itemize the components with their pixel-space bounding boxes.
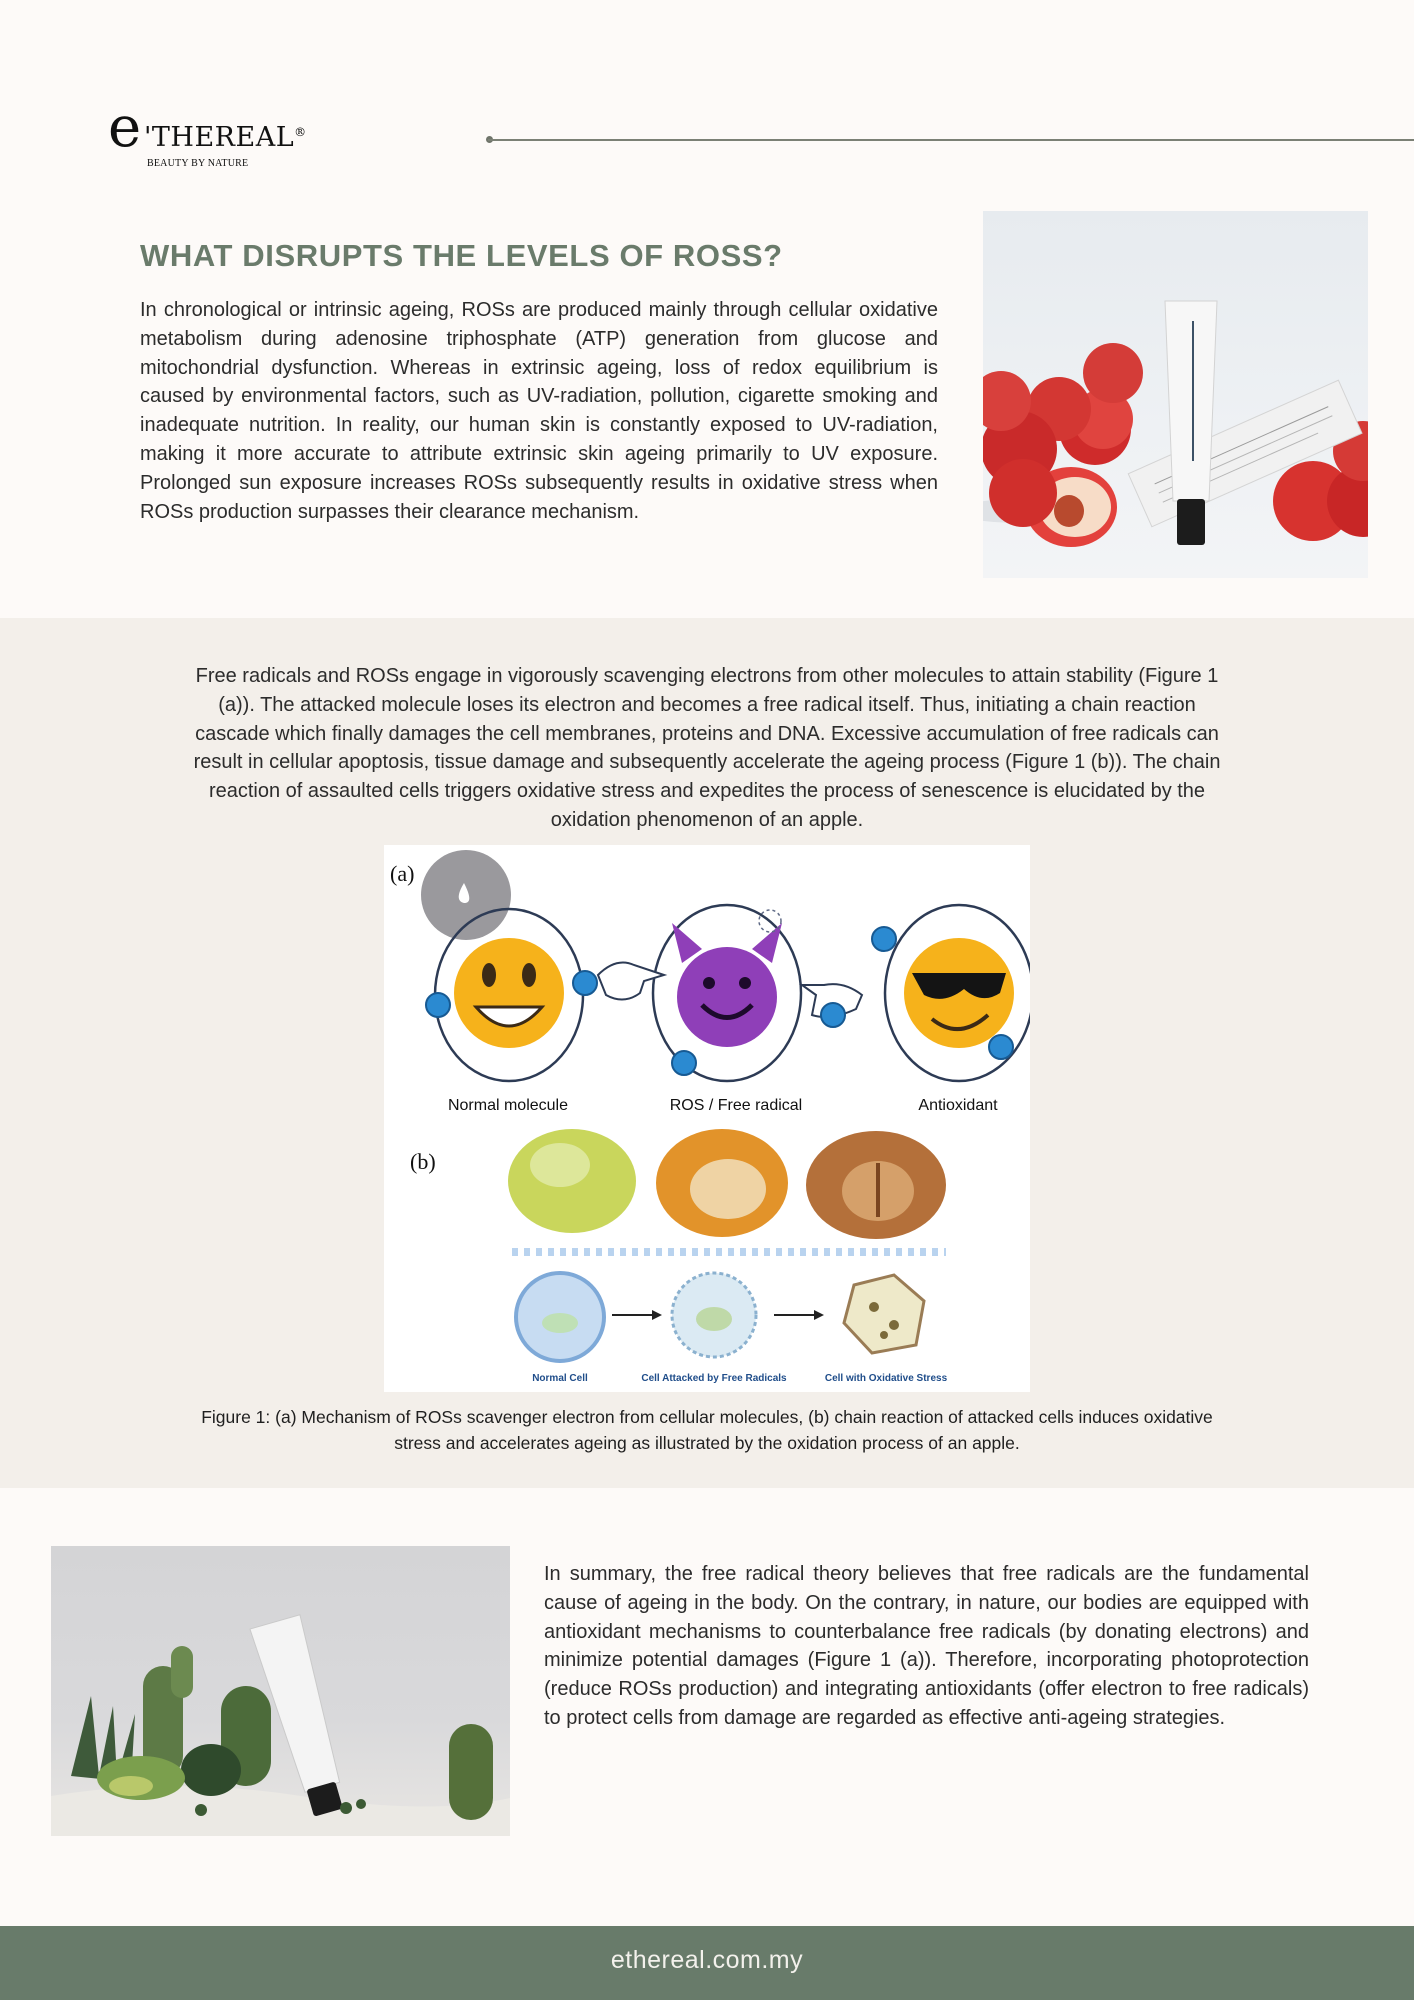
logo-wordmark: 'THEREAL® (144, 122, 307, 153)
logo-tagline: BEAUTY BY NATURE (147, 158, 249, 169)
figure-caption: Figure 1: (a) Mechanism of ROSs scavenger electron from cellular molecules, (b) chain reaction of attacked cells induces oxidative stress and accelerates ageing as illustrated by the oxidation process of an apple. (201, 1407, 1213, 1453)
devil-emoji-icon (677, 947, 777, 1047)
section-body-text: Free radicals and ROSs engage in vigorously scavenging electrons from other molecules to attain stability (Figure 1 (a)). The attacked molecule loses its electron and becomes a free radical itself. Thus, initiating a chain reaction cascade which finally damages the cell membranes, proteins and DNA. Excessive accumulation of free radicals can result in cellular apoptosis, tissue damage and subsequently accelerate the ageing process (Figure 1 (b)). The chain reaction of assaulted cells triggers oxidative stress and expedites the process of senescence is elucidated by the oxidation phenomenon of an apple. (193, 665, 1221, 831)
section-body-text: In summary, the free radical theory believes that free radicals are the fundamental cause of ageing in the body. On the contrary, in nature, our bodies are equipped with antioxidant mechanisms to counterbalance free radicals (by donating electrons) and minimize potential damages (Figure 1 (a)). Therefore, incorporating photoprotection (reduce ROSs production) and integrating antioxidants (offer electron to free radicals) to protect cells from damage are regarded as effective anti-ageing strategies. (544, 1563, 1309, 1729)
product-photo-peaches (983, 211, 1368, 578)
figure-label-free-radical: ROS / Free radical (669, 1097, 803, 1114)
figure-panel-b-label: (b) (410, 1149, 436, 1174)
peaches-illustration (983, 211, 1368, 578)
oxidative-cell-image (844, 1275, 924, 1353)
section-body-text: In chronological or intrinsic ageing, ROSs are produced mainly through cellular oxidative metabolism during adenosine triphosphate (ATP) generation from glucose and mitochondrial dysfunction. Whereas in extrinsic ageing, loss of redox equilibrium is caused by environmental factors, such as UV-radiation, pollution, cigarette smoking and inadequate nutrition. In reality, our human skin is constantly exposed to UV-radiation, making it more accurate to attribute extrinsic skin ageing primarily to UV exposure. Prolonged sun exposure increases ROSs subsequently results in oxidative stress when ROSs production surpasses their clearance mechanism. (140, 299, 938, 523)
figure-label-normal-cell: Normal Cell (532, 1373, 588, 1384)
smiley-emoji-icon (454, 938, 564, 1048)
section-title: WHAT DISRUPTS THE LEVELS OF ROSS? (140, 238, 783, 273)
figure-label-cell-oxidative: Cell with Oxidative Stress (824, 1373, 948, 1384)
figure-label-cell-attacked: Cell Attacked by Free Radicals (641, 1373, 787, 1384)
cactus-illustration (51, 1546, 510, 1836)
logo-e-mark: e (108, 95, 142, 160)
brand-logo (108, 95, 307, 178)
header-divider (488, 139, 1414, 141)
footer-website-link[interactable]: ethereal.com.my (610, 1946, 804, 1974)
figure-1 (384, 845, 1030, 1392)
figure-label-normal-molecule: Normal molecule (447, 1097, 569, 1114)
figure-label-antioxidant: Antioxidant (918, 1097, 998, 1114)
figure-panel-a-label: (a) (390, 861, 415, 886)
figure-illustration (384, 845, 1030, 1392)
product-photo-cactus (51, 1546, 510, 1836)
